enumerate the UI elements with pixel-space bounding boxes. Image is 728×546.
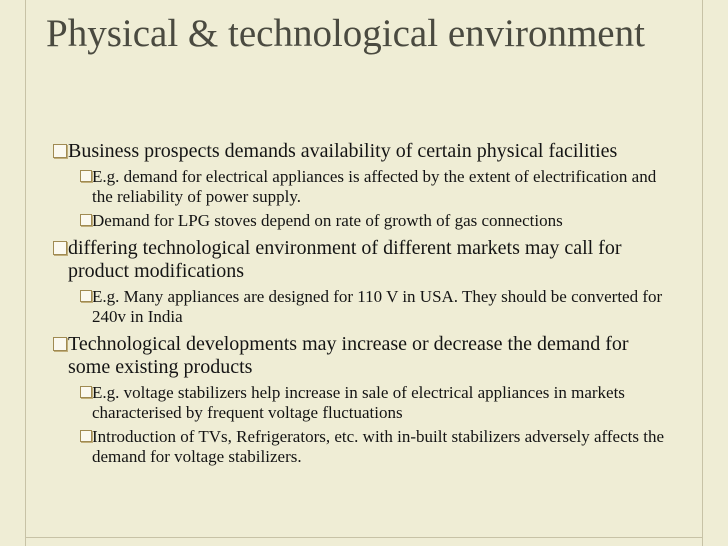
bullet-item — [46, 140, 666, 163]
sub-bullet-text: Demand for LPG stoves depend on rate of growth of gas connections — [92, 211, 563, 230]
sub-bullet-text: Introduction of TVs, Refrigerators, etc. with in-built stabilizers adversely affects the demand for voltage stabilizers. — [92, 427, 665, 466]
slide-title: Physical & technological environment — [46, 12, 645, 55]
slide-frame-bottom-line — [25, 537, 703, 538]
hollow-square-bullet-icon — [53, 144, 67, 158]
bullet-text: differing technological environment of different markets may call for product modifications — [68, 237, 622, 282]
hollow-square-bullet-icon — [80, 170, 92, 182]
sub-bullet-item — [46, 383, 666, 423]
sub-bullet-text: E.g. voltage stabilizers help increase in sale of electrical appliances in markets characterised by frequent voltage fluctuations — [92, 383, 625, 422]
hollow-square-bullet-icon — [80, 290, 92, 302]
hollow-square-bullet-icon — [80, 430, 92, 442]
bullet-item — [46, 237, 666, 283]
bullet-list — [46, 134, 666, 467]
sub-bullet-text: E.g. demand for electrical appliances is affected by the extent of electrification and the reliability of power supply. — [92, 167, 657, 206]
sub-bullet-item — [46, 427, 666, 467]
slide-frame-right-line — [702, 0, 703, 546]
slide-frame-left-line — [25, 0, 26, 546]
bullet-text: Business prospects demands availability of certain physical facilities — [68, 140, 618, 162]
bullet-item — [46, 333, 666, 379]
sub-bullet-item — [46, 287, 666, 327]
hollow-square-bullet-icon — [53, 241, 67, 255]
sub-bullet-item — [46, 167, 666, 207]
hollow-square-bullet-icon — [80, 214, 92, 226]
sub-bullet-text: E.g. Many appliances are designed for 110 V in USA. They should be converted for 240v in India — [92, 287, 663, 326]
sub-bullet-item — [46, 211, 666, 231]
hollow-square-bullet-icon — [53, 337, 67, 351]
bullet-text: Technological developments may increase or decrease the demand for some existing products — [68, 333, 629, 378]
hollow-square-bullet-icon — [80, 386, 92, 398]
